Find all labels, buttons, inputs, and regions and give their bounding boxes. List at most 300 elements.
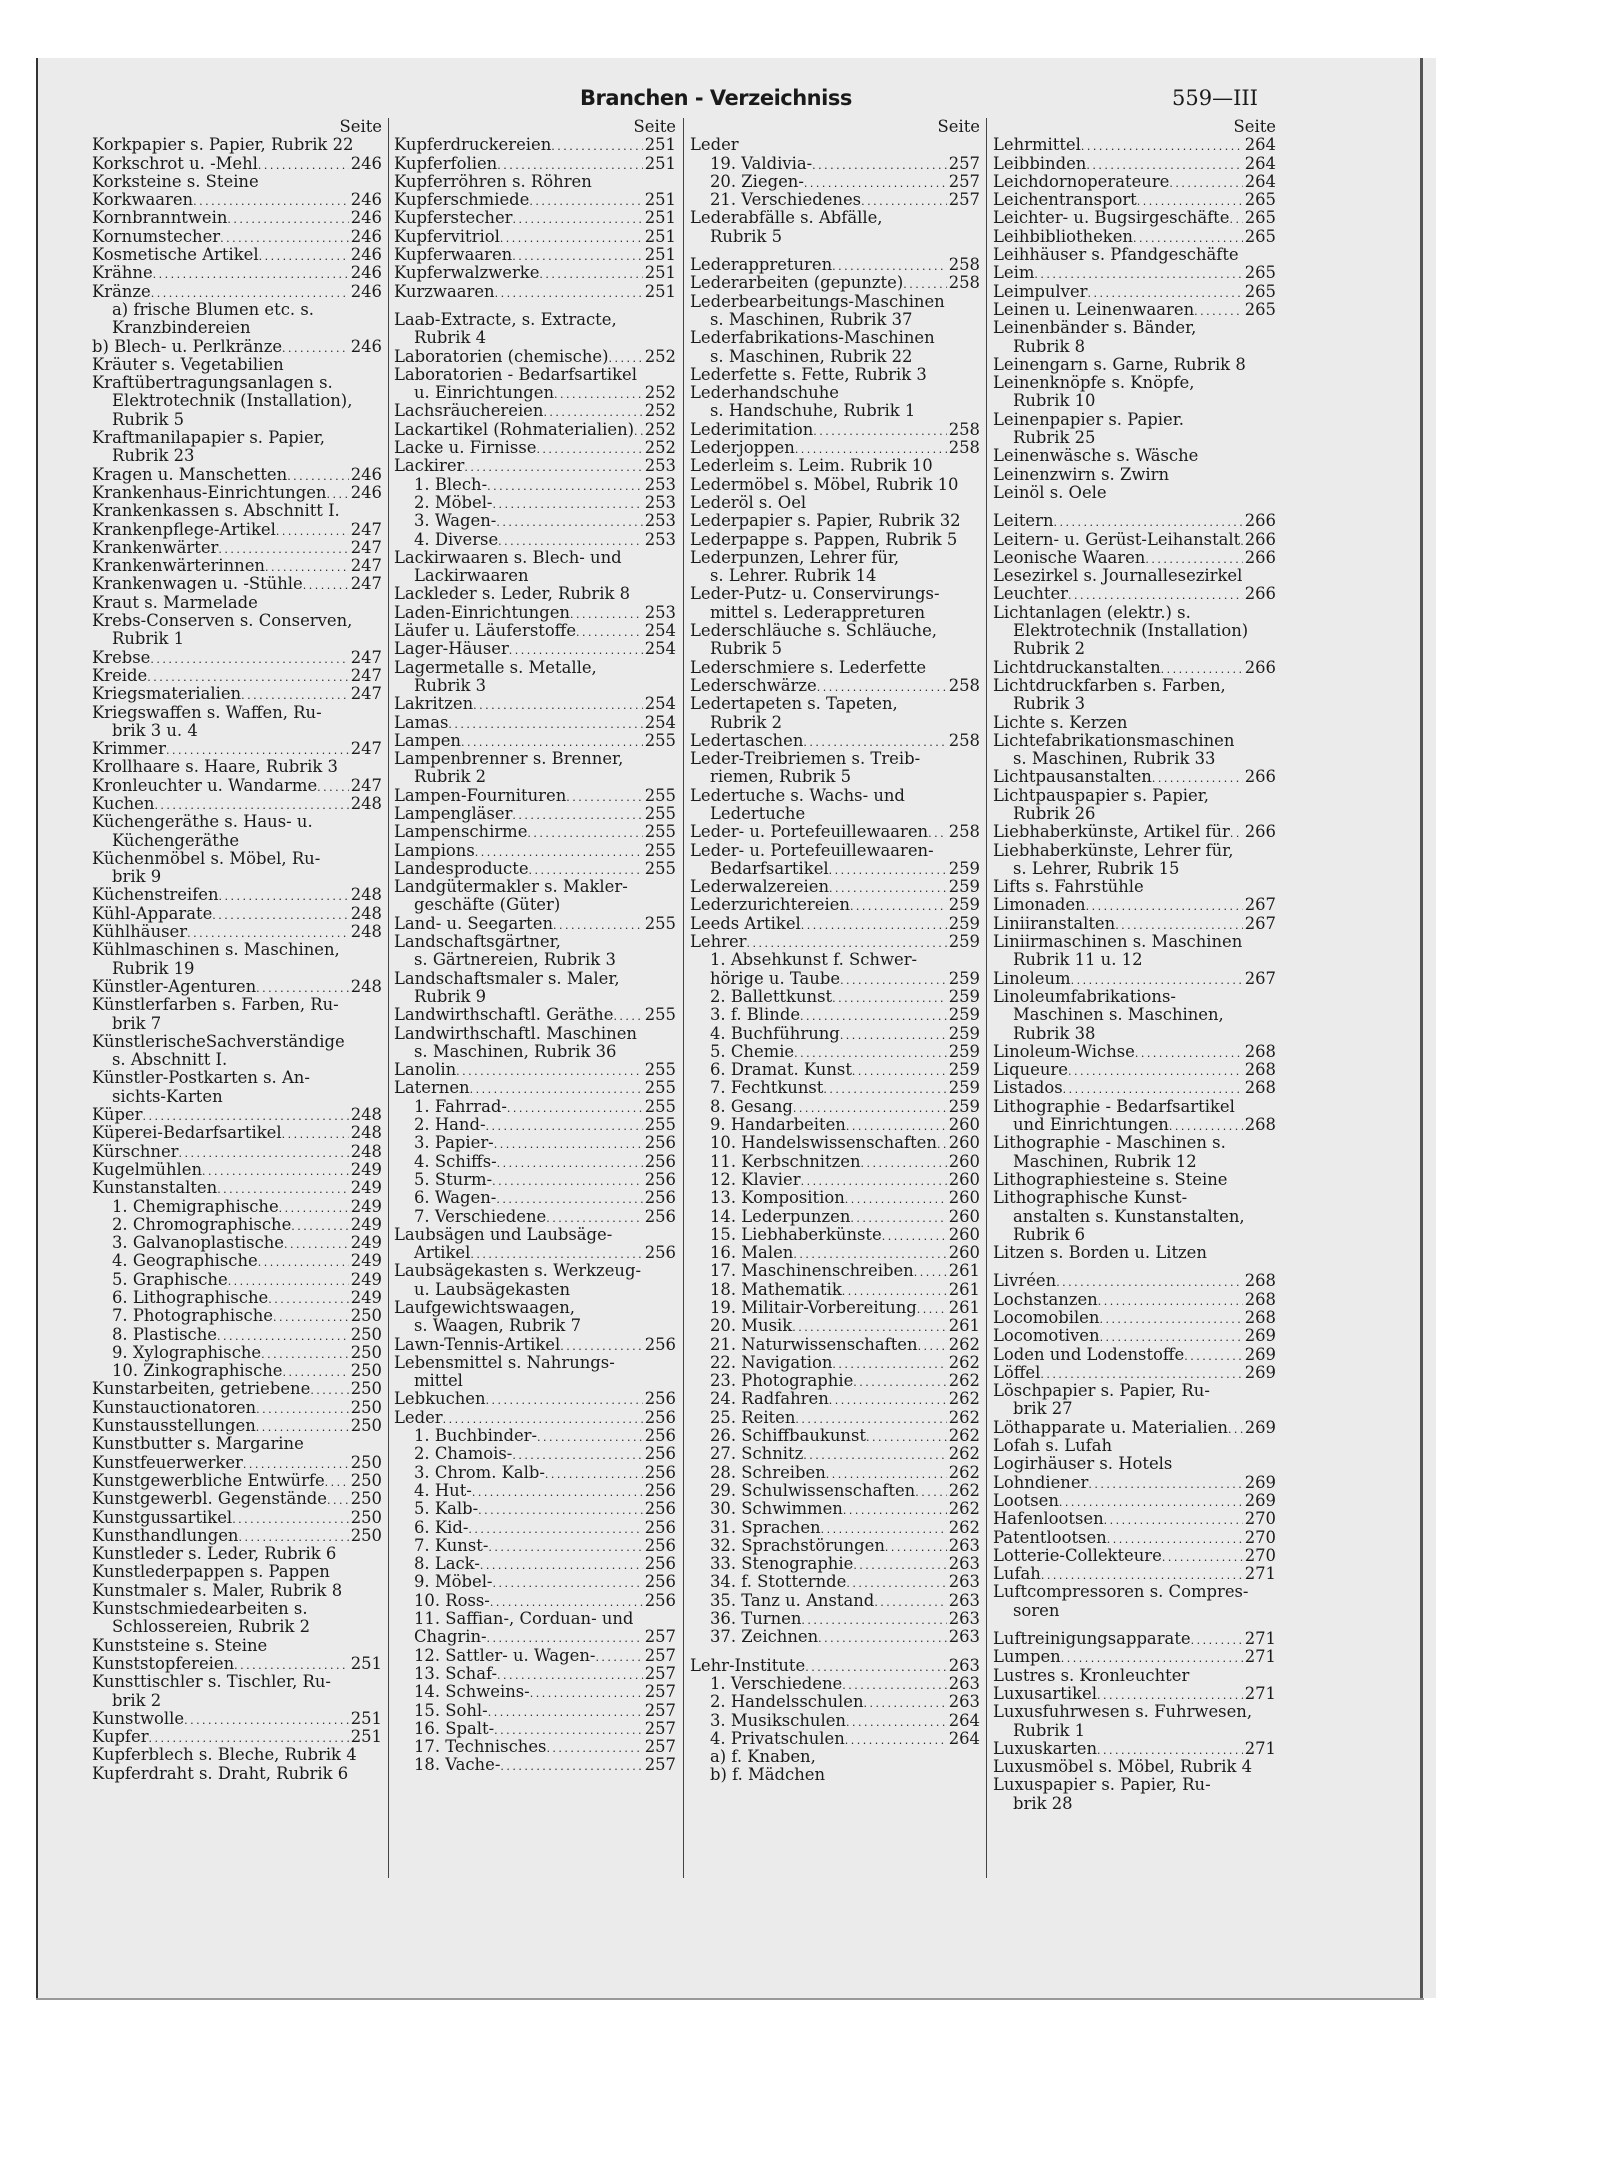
index-entry bbox=[993, 447, 1276, 465]
index-entry bbox=[993, 283, 1276, 301]
dot-leader bbox=[187, 923, 349, 941]
index-entry bbox=[92, 1161, 382, 1179]
index-entry bbox=[993, 1272, 1276, 1290]
entry-text: s. Gärtnereien, Rubrik 3 bbox=[414, 951, 616, 970]
index-entry bbox=[690, 1189, 980, 1207]
page-ref: 257 bbox=[948, 154, 980, 173]
entry-text: Leitern bbox=[993, 512, 1054, 531]
dot-leader bbox=[1137, 191, 1243, 209]
dot-leader bbox=[829, 878, 947, 896]
dot-leader bbox=[1081, 136, 1243, 154]
index-entry bbox=[394, 1372, 676, 1390]
dot-leader bbox=[310, 1380, 348, 1398]
entry-text: KünstlerischeSachverständige bbox=[92, 1032, 345, 1051]
entry-text: Lampen-Fournituren bbox=[394, 786, 567, 805]
dot-leader bbox=[826, 1464, 947, 1482]
index-entry bbox=[92, 173, 382, 191]
index-entry bbox=[394, 155, 676, 173]
dot-leader bbox=[832, 256, 947, 274]
page-ref: 250 bbox=[350, 1343, 382, 1362]
entry-text: Rubrik 26 bbox=[1013, 804, 1096, 823]
page-ref: 257 bbox=[644, 1646, 676, 1665]
index-entry bbox=[690, 384, 980, 402]
page-ref: 249 bbox=[350, 1270, 382, 1289]
index-entry bbox=[690, 915, 980, 933]
dot-leader bbox=[846, 1116, 947, 1134]
index-entry bbox=[993, 1244, 1276, 1262]
dot-leader bbox=[154, 795, 348, 813]
entry-text: Ledertapeten s. Tapeten, bbox=[690, 695, 898, 714]
entry-text: Leeds Artikel bbox=[690, 914, 801, 933]
page-ref: 258 bbox=[948, 420, 980, 439]
page-ref: 246 bbox=[350, 246, 382, 265]
index-entry bbox=[394, 732, 676, 750]
entry-text: 2. Ballettkunst bbox=[710, 987, 833, 1006]
index-entry bbox=[993, 732, 1276, 750]
index-entry bbox=[993, 933, 1276, 951]
page-ref: 262 bbox=[948, 1481, 980, 1500]
dot-leader bbox=[846, 1573, 946, 1591]
index-entry bbox=[690, 1610, 980, 1628]
entry-text: brik 3 u. 4 bbox=[112, 721, 198, 740]
entry-text: Lederöl s. Oel bbox=[690, 493, 807, 512]
index-entry bbox=[993, 1189, 1276, 1207]
entry-text: 8. Plastische bbox=[112, 1325, 217, 1344]
dot-leader bbox=[256, 978, 349, 996]
entry-text: Kronleuchter u. Wandarme bbox=[92, 776, 318, 795]
index-entry bbox=[690, 549, 980, 567]
dot-leader bbox=[551, 136, 642, 154]
index-entry bbox=[92, 722, 382, 740]
index-entry bbox=[993, 1547, 1276, 1565]
entry-text: s. Lehrer. Rubrik 14 bbox=[710, 567, 877, 586]
page-ref: 271 bbox=[1244, 1565, 1276, 1584]
page-ref: 256 bbox=[644, 1152, 676, 1171]
entry-text: Laternen bbox=[394, 1079, 470, 1098]
entry-text: Lederschläuche s. Schläuche, bbox=[690, 622, 937, 641]
page-ref: 257 bbox=[948, 172, 980, 191]
index-entry bbox=[993, 805, 1276, 823]
dot-leader bbox=[473, 695, 643, 713]
index-entry bbox=[690, 659, 980, 677]
entry-text: Lederfabrikations-Maschinen bbox=[690, 329, 935, 348]
index-entry bbox=[993, 1116, 1276, 1134]
index-entry bbox=[394, 173, 676, 191]
entry-text: Kupfer bbox=[92, 1728, 149, 1747]
entry-text: u. Einrichtungen bbox=[414, 384, 555, 403]
dot-leader bbox=[546, 1738, 642, 1756]
dot-leader bbox=[497, 1665, 643, 1683]
entry-text: Seite bbox=[633, 118, 676, 136]
index-entry bbox=[394, 659, 676, 677]
entry-text: Rubrik 4 bbox=[414, 329, 487, 348]
dot-leader bbox=[1135, 1043, 1243, 1061]
dot-leader bbox=[494, 1134, 643, 1152]
index-entry bbox=[993, 1327, 1276, 1345]
index-entry bbox=[394, 1317, 676, 1335]
index-entry bbox=[690, 878, 980, 896]
entry-text: Lacke u. Firnisse bbox=[394, 439, 537, 458]
page-ref: 269 bbox=[1244, 1418, 1276, 1437]
dot-leader bbox=[840, 1025, 947, 1043]
entry-text: Patentlootsen bbox=[993, 1528, 1107, 1547]
entry-text: Kupferstecher bbox=[394, 209, 513, 228]
seite-label bbox=[993, 118, 1276, 136]
entry-text: Kupferdraht s. Draht, Rubrik 6 bbox=[92, 1764, 349, 1783]
index-entry bbox=[394, 209, 676, 227]
dot-leader bbox=[193, 191, 349, 209]
entry-text: riemen, Rubrik 5 bbox=[710, 768, 852, 787]
index-entry bbox=[394, 512, 676, 530]
dot-leader bbox=[566, 787, 642, 805]
dot-leader bbox=[325, 1472, 349, 1490]
index-entry bbox=[690, 1555, 980, 1573]
page-ref: 264 bbox=[948, 1729, 980, 1748]
index-entry bbox=[993, 1043, 1276, 1061]
entry-text: Landschaftsmaler s. Maler, bbox=[394, 969, 620, 988]
index-entry bbox=[690, 173, 980, 191]
entry-text: 5. Sturm- bbox=[414, 1170, 493, 1189]
entry-text: 1. Chemigraphische bbox=[112, 1197, 279, 1216]
page-ref: 263 bbox=[948, 1693, 980, 1712]
entry-text: Küchengeräthe bbox=[112, 831, 240, 850]
page-ref: 266 bbox=[1244, 768, 1276, 787]
dot-leader bbox=[492, 1171, 643, 1189]
index-entry bbox=[92, 319, 382, 337]
index-entry bbox=[394, 1354, 676, 1372]
index-entry bbox=[690, 604, 980, 622]
entry-text: Leder bbox=[690, 136, 739, 155]
index-entry bbox=[690, 1712, 980, 1730]
entry-text: Lehrmittel bbox=[993, 136, 1081, 155]
page-ref: 256 bbox=[644, 1591, 676, 1610]
page-ref: 256 bbox=[644, 1390, 676, 1409]
entry-text: 2. Hand- bbox=[414, 1116, 486, 1135]
dot-leader bbox=[1162, 1547, 1243, 1565]
page-ref: 249 bbox=[350, 1197, 382, 1216]
entry-text: 9. Handarbeiten bbox=[710, 1116, 846, 1135]
entry-text: Liebhaberkünste, Artikel für bbox=[993, 823, 1230, 842]
dot-leader bbox=[570, 604, 643, 622]
dot-leader bbox=[885, 1537, 947, 1555]
dot-leader bbox=[147, 667, 348, 685]
dot-leader bbox=[1061, 1648, 1243, 1666]
entry-text: 3. Chrom. Kalb- bbox=[414, 1463, 545, 1482]
page-ref: 266 bbox=[1244, 585, 1276, 604]
dot-leader bbox=[234, 1655, 349, 1673]
entry-text: u. Laubsägekasten bbox=[414, 1280, 571, 1299]
entry-text: Lederimitation bbox=[690, 420, 814, 439]
index-entry bbox=[993, 173, 1276, 191]
entry-text: Kupferröhren s. Röhren bbox=[394, 172, 592, 191]
dot-leader bbox=[747, 933, 947, 951]
index-entry bbox=[690, 1244, 980, 1262]
dot-leader bbox=[276, 521, 349, 539]
entry-text: 13. Komposition bbox=[710, 1189, 845, 1208]
dot-leader bbox=[846, 1712, 947, 1730]
entry-text: Rubrik 11 u. 12 bbox=[1013, 951, 1143, 970]
index-entry bbox=[92, 1234, 382, 1252]
entry-text: Seite bbox=[1233, 118, 1276, 136]
page-ref: 255 bbox=[644, 841, 676, 860]
page-ref: 249 bbox=[350, 1179, 382, 1198]
page-ref: 270 bbox=[1244, 1528, 1276, 1547]
index-entry bbox=[690, 860, 980, 878]
entry-text: Kunststopfereien bbox=[92, 1654, 235, 1673]
index-entry bbox=[993, 1437, 1276, 1455]
entry-text: Seite bbox=[339, 118, 382, 136]
index-entry bbox=[92, 978, 382, 996]
entry-text: s. Maschinen, Rubrik 33 bbox=[1013, 750, 1216, 769]
dot-leader bbox=[220, 228, 349, 246]
entry-text: soren bbox=[1013, 1601, 1060, 1620]
seite-label bbox=[394, 118, 676, 136]
entry-text: Leimpulver bbox=[993, 282, 1088, 301]
index-entry bbox=[92, 575, 382, 593]
dot-leader bbox=[1169, 173, 1242, 191]
index-entry bbox=[690, 1390, 980, 1408]
entry-text: Kugelmühlen bbox=[92, 1160, 203, 1179]
entry-text: Lampions bbox=[394, 841, 475, 860]
entry-text: Rubrik 5 bbox=[112, 410, 185, 429]
index-entry bbox=[394, 402, 676, 420]
entry-text: Krollhaare s. Haare, Rubrik 3 bbox=[92, 758, 338, 777]
index-entry bbox=[92, 1344, 382, 1362]
entry-text: Liniirmaschinen s. Maschinen bbox=[993, 933, 1243, 952]
page-ref: 264 bbox=[948, 1711, 980, 1730]
dot-leader bbox=[258, 1252, 349, 1270]
index-entry bbox=[690, 1336, 980, 1354]
index-entry bbox=[92, 301, 382, 319]
index-entry bbox=[993, 787, 1276, 805]
index-entry bbox=[690, 768, 980, 786]
entry-text: Chagrin- bbox=[414, 1628, 487, 1647]
entry-text: 9. Möbel- bbox=[414, 1573, 493, 1592]
entry-text: Lamas bbox=[394, 713, 449, 732]
index-entry bbox=[394, 1061, 676, 1079]
entry-text: Ledertuche bbox=[710, 804, 806, 823]
index-entry bbox=[92, 1472, 382, 1490]
page-ref: 261 bbox=[948, 1317, 980, 1336]
entry-text: Leinöl s. Oele bbox=[993, 483, 1107, 502]
index-entry bbox=[394, 842, 676, 860]
dot-leader bbox=[829, 860, 947, 878]
entry-text: Kunstanstalten bbox=[92, 1179, 218, 1198]
dot-leader bbox=[613, 1006, 642, 1024]
index-entry bbox=[993, 429, 1276, 447]
index-entry bbox=[394, 311, 676, 329]
index-entry bbox=[394, 823, 676, 841]
index-entry bbox=[394, 1537, 676, 1555]
dot-leader bbox=[801, 1610, 946, 1628]
entry-text: 14. Lederpunzen bbox=[710, 1207, 851, 1226]
index-entry bbox=[690, 988, 980, 1006]
index-entry bbox=[394, 457, 676, 475]
page-ref: 246 bbox=[350, 191, 382, 210]
index-entry bbox=[993, 1382, 1276, 1400]
dot-leader bbox=[468, 1519, 642, 1537]
page-ref: 268 bbox=[1244, 1042, 1276, 1061]
index-entry bbox=[92, 1015, 382, 1033]
entry-text: 19. Militair-Vorbereitung bbox=[710, 1299, 917, 1317]
entry-text: Land- u. Seegarten bbox=[394, 914, 554, 933]
dot-leader bbox=[202, 1161, 349, 1179]
entry-text: Lederpapier s. Papier, Rubrik 32 bbox=[690, 512, 961, 531]
entry-text: Lederschmiere s. Lederfette bbox=[690, 658, 927, 677]
entry-text: 16. Spalt- bbox=[414, 1719, 495, 1738]
entry-text: 12. Klavier bbox=[710, 1170, 801, 1189]
entry-text: s. Maschinen, Rubrik 37 bbox=[710, 310, 913, 329]
entry-text: Laubsägekasten s. Werkzeug- bbox=[394, 1262, 641, 1281]
entry-text: 5. Graphische bbox=[112, 1270, 228, 1289]
dot-leader bbox=[1107, 1529, 1243, 1547]
entry-text: Lebkuchen bbox=[394, 1390, 486, 1409]
index-entry bbox=[690, 1675, 980, 1693]
index-entry bbox=[394, 1336, 676, 1354]
dot-leader bbox=[1115, 915, 1243, 933]
entry-text: Lederfette s. Fette, Rubrik 3 bbox=[690, 365, 927, 384]
page-ref: 250 bbox=[350, 1417, 382, 1436]
entry-text: Rubrik 5 bbox=[710, 640, 783, 659]
dot-leader bbox=[1063, 1079, 1243, 1097]
page-ref: 255 bbox=[644, 859, 676, 878]
index-entry bbox=[394, 1665, 676, 1683]
entry-text: Rubrik 23 bbox=[112, 447, 195, 466]
index-entry bbox=[92, 1399, 382, 1417]
entry-text: Leinen u. Leinenwaaren bbox=[993, 300, 1195, 319]
entry-text: 4. Geographische bbox=[112, 1252, 258, 1271]
entry-text: 21. Verschiedenes bbox=[710, 191, 862, 210]
entry-text: Schlossereien, Rubrik 2 bbox=[112, 1618, 311, 1637]
entry-text: Rubrik 3 bbox=[414, 676, 487, 695]
entry-text: b) Blech- u. Perlkränze bbox=[92, 337, 283, 356]
dot-leader bbox=[850, 1208, 946, 1226]
index-entry bbox=[993, 1025, 1276, 1043]
page-ref: 253 bbox=[644, 475, 676, 494]
index-entry bbox=[993, 750, 1276, 768]
entry-text: 1. Verschiedene bbox=[710, 1674, 843, 1693]
index-entry bbox=[690, 1171, 980, 1189]
index-entry bbox=[92, 685, 382, 703]
entry-text: Lochstanzen bbox=[993, 1290, 1098, 1309]
index-entry bbox=[92, 557, 382, 575]
index-entry bbox=[690, 695, 980, 713]
index-entry bbox=[92, 1618, 382, 1636]
page-ref: 264 bbox=[1244, 136, 1276, 155]
entry-text: Lackirwaaren bbox=[414, 567, 529, 586]
index-entry bbox=[690, 476, 980, 494]
index-entry bbox=[993, 1346, 1276, 1364]
dot-leader bbox=[496, 1189, 642, 1207]
index-entry bbox=[993, 1740, 1276, 1758]
index-entry bbox=[993, 1492, 1276, 1510]
page-ref: 262 bbox=[948, 1427, 980, 1446]
dot-leader bbox=[179, 1143, 349, 1161]
dot-leader bbox=[832, 1354, 946, 1372]
dot-leader bbox=[497, 155, 642, 173]
dot-leader bbox=[1100, 1327, 1243, 1345]
page-ref: 259 bbox=[948, 1024, 980, 1043]
dot-leader bbox=[142, 1106, 348, 1124]
entry-text: Krimmer bbox=[92, 740, 166, 759]
entry-text: Krankenwärter bbox=[92, 538, 219, 557]
entry-text: Krebs-Conserven s. Conserven, bbox=[92, 612, 353, 631]
index-entry bbox=[690, 622, 980, 640]
dot-leader bbox=[1088, 1474, 1242, 1492]
page-ref: 256 bbox=[644, 1536, 676, 1555]
entry-text: und Einrichtungen bbox=[1013, 1116, 1169, 1135]
index-entry bbox=[993, 988, 1276, 1006]
dot-leader bbox=[801, 915, 947, 933]
index-entry bbox=[690, 970, 980, 988]
index-entry bbox=[394, 970, 676, 988]
entry-text: Lehrer bbox=[690, 933, 747, 952]
dot-leader bbox=[1184, 1346, 1242, 1364]
dot-leader bbox=[795, 1409, 946, 1427]
index-entry bbox=[690, 136, 980, 154]
entry-text: 5. Chemie bbox=[710, 1042, 795, 1061]
index-entry bbox=[92, 1582, 382, 1600]
entry-text: Logirhäuser s. Hotels bbox=[993, 1455, 1173, 1474]
index-entry bbox=[993, 136, 1276, 154]
index-entry bbox=[394, 476, 676, 494]
index-column-1 bbox=[92, 118, 382, 1783]
index-entry bbox=[690, 1537, 980, 1555]
entry-text: Kupfervitriol bbox=[394, 227, 500, 246]
index-entry bbox=[690, 1226, 980, 1244]
entry-text: Luxuskarten bbox=[993, 1739, 1098, 1758]
dot-leader bbox=[1191, 1630, 1243, 1648]
entry-text: 2. Chamois- bbox=[414, 1445, 513, 1464]
page-ref: 255 bbox=[644, 823, 676, 842]
dot-leader bbox=[492, 1573, 642, 1591]
entry-text: Leichentransport bbox=[993, 191, 1137, 210]
entry-text: 26. Schiffbaukunst bbox=[710, 1427, 866, 1446]
index-entry bbox=[993, 1400, 1276, 1418]
page-ref: 251 bbox=[644, 154, 676, 173]
page-ref: 256 bbox=[644, 1463, 676, 1482]
page-ref: 253 bbox=[644, 603, 676, 622]
dot-leader bbox=[805, 1657, 946, 1675]
index-entry bbox=[92, 1179, 382, 1197]
index-entry bbox=[690, 677, 980, 695]
dot-leader bbox=[464, 457, 642, 475]
entry-text: Leihbibliotheken bbox=[993, 227, 1133, 246]
index-entry bbox=[690, 1153, 980, 1171]
index-entry bbox=[690, 1573, 980, 1591]
index-entry bbox=[92, 850, 382, 868]
page-ref: 270 bbox=[1244, 1510, 1276, 1529]
page-ref: 254 bbox=[644, 622, 676, 641]
entry-text: 21. Naturwissenschaften bbox=[710, 1335, 918, 1354]
entry-text: Leichter- u. Bugsirgeschäfte bbox=[993, 209, 1230, 228]
index-entry bbox=[394, 1043, 676, 1061]
entry-text: 17. Technisches bbox=[414, 1738, 547, 1757]
dot-leader bbox=[845, 1730, 947, 1748]
index-entry bbox=[690, 1427, 980, 1445]
dot-leader bbox=[228, 1271, 349, 1289]
index-entry bbox=[92, 1435, 382, 1453]
index-entry bbox=[394, 695, 676, 713]
index-entry bbox=[394, 1079, 676, 1097]
index-entry bbox=[690, 1445, 980, 1463]
dot-leader bbox=[500, 1756, 642, 1774]
dot-leader bbox=[845, 1189, 947, 1207]
page-ref: 250 bbox=[350, 1453, 382, 1472]
index-entry bbox=[92, 649, 382, 667]
page-ref: 247 bbox=[350, 538, 382, 557]
index-entry bbox=[993, 1153, 1276, 1171]
